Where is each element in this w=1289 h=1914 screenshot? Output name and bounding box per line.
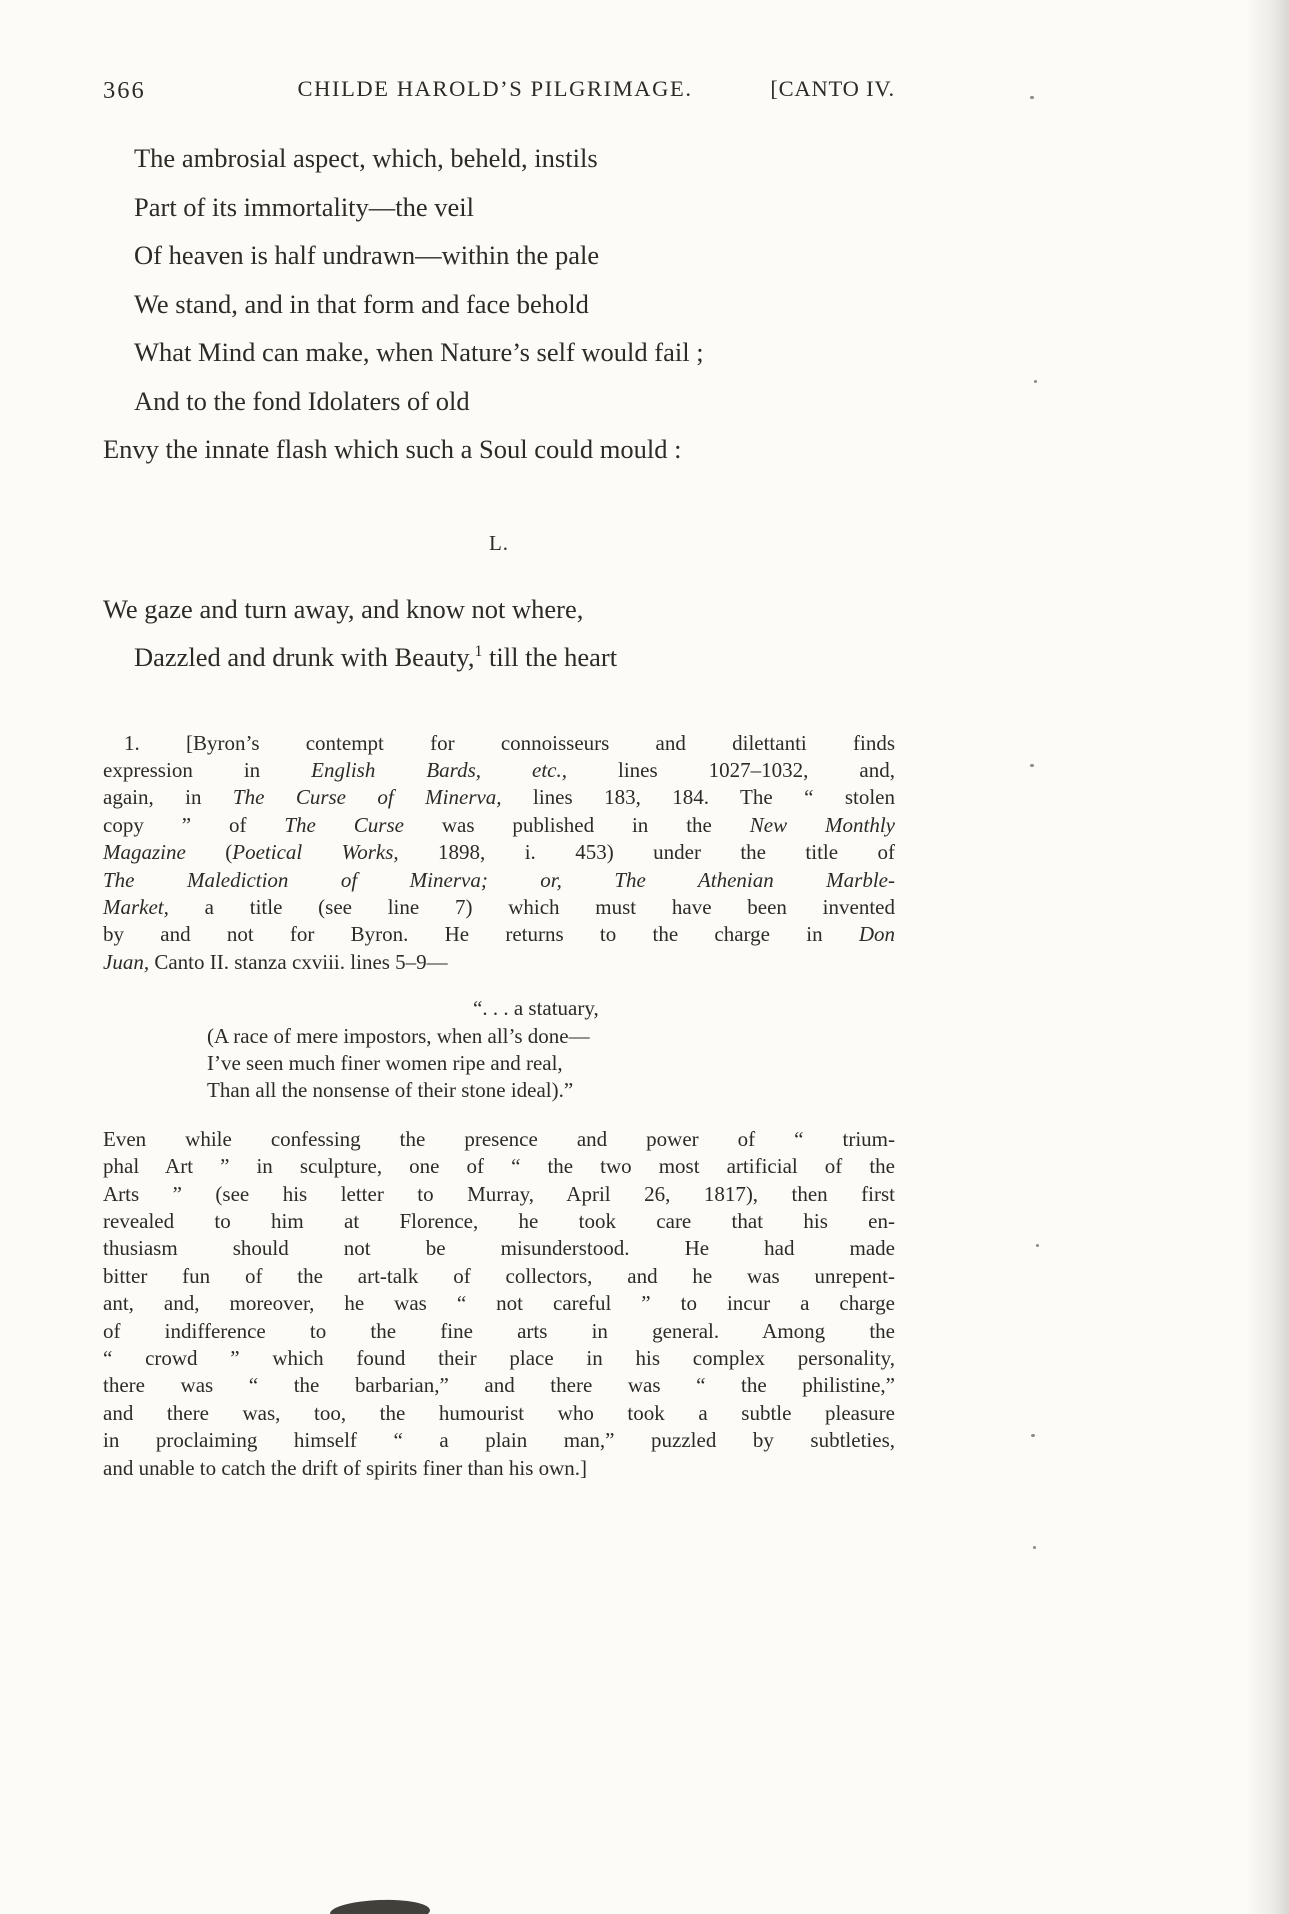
ink-speck <box>1034 380 1037 383</box>
poem-line: And to the fond Idolaters of old <box>134 385 470 416</box>
ink-speck <box>1030 764 1034 767</box>
text-line: bitter fun of the art-talk of collectors, and he was unrepent- <box>103 1263 895 1288</box>
text-line: (A race of mere impostors, when all’s done— <box>207 1023 590 1048</box>
footnote-paragraph-1 <box>103 730 895 977</box>
text-line: and there was, too, the humourist who took a subtle pleasure <box>103 1400 895 1425</box>
page-header <box>103 76 895 108</box>
scan-smudge <box>330 1898 431 1914</box>
text-line: “. . . a statuary, <box>473 996 599 1021</box>
ink-speck <box>1036 1244 1039 1247</box>
ink-speck <box>1033 1546 1036 1549</box>
text-line: in proclaiming himself “ a plain man,” puzzled by subtleties, <box>103 1428 895 1453</box>
poem-line: What Mind can make, when Nature’s self would fail ; <box>134 337 704 367</box>
poem-line: Part of its immortality—the veil <box>134 191 475 222</box>
ink-speck <box>1030 96 1034 99</box>
stanza-l-label: L. <box>488 530 510 555</box>
poem-line: Of heaven is half undrawn—within the pale <box>134 240 600 270</box>
poem-line: Envy the innate flash which such a Soul could mould : <box>103 434 682 464</box>
text-line: and unable to catch the drift of spirits finer than his own.] <box>103 1455 588 1480</box>
poem-line: Dazzled and drunk with Beauty,$^1$ till the heart <box>134 642 618 672</box>
text-line: Magazine (Poetical Works, 1898, i. 453) under the title of <box>103 840 895 865</box>
text-line: by and not for Byron. He returns to the charge in Don <box>103 922 895 947</box>
text-line: I’ve seen much finer women ripe and real, <box>207 1050 563 1075</box>
poem-line: The ambrosial aspect, which, beheld, instils <box>134 143 598 173</box>
poem-line: We gaze and turn away, and know not where, <box>103 593 584 624</box>
footnote-paragraph-2 <box>103 1126 895 1482</box>
text-line: Juan, Canto II. stanza cxviii. lines 5–9— <box>103 949 448 974</box>
text-line: thusiasm should not be misunderstood. He had made <box>103 1236 895 1261</box>
text-line: 1. [Byron’s contempt for connoisseurs and dilettanti finds <box>124 730 895 755</box>
page-edge-shadow <box>1245 0 1289 1914</box>
text-line: Even while confessing the presence and power of “ trium- <box>103 1126 895 1151</box>
text-line: Market, a title (see line 7) which must have been invented <box>103 894 895 919</box>
footnote <box>103 730 895 1483</box>
text-line: of indifference to the fine arts in general. Among the <box>103 1318 895 1343</box>
stanza-xlix <box>103 134 895 474</box>
text-line: The Malediction of Minerva; or, The Athenian Marble- <box>103 867 895 892</box>
text-line: there was “ the barbarian,” and there was “ the philistine,” <box>103 1373 895 1398</box>
text-line: again, in The Curse of Minerva, lines 183, 184. The “ stolen <box>103 785 895 810</box>
footnote-verse-quote <box>207 995 895 1105</box>
text-line: revealed to him at Florence, he took care that his en- <box>103 1209 895 1233</box>
page-number: 366 <box>103 77 146 104</box>
ink-speck <box>1031 1434 1035 1437</box>
stanza-l <box>103 585 895 682</box>
text-line: Than all the nonsense of their stone ideal).” <box>207 1078 574 1103</box>
poem-line: We stand, and in that form and face behold <box>134 288 589 319</box>
canto-label: [CANTO IV. <box>770 76 895 101</box>
text-line: expression in English Bards, etc., lines 1027–1032, and, <box>103 757 895 782</box>
text-line: copy ” of The Curse was published in the New Monthly <box>103 812 895 837</box>
text-line: phal Art ” in sculpture, one of “ the two most artificial of the <box>103 1154 895 1179</box>
page-content <box>103 0 895 1482</box>
text-line: Arts ” (see his letter to Murray, April 26, 1817), then first <box>103 1181 895 1206</box>
text-line: “ crowd ” which found their place in his complex personality, <box>103 1346 895 1371</box>
text-line: ant, and, moreover, he was “ not careful ” to incur a charge <box>103 1291 895 1316</box>
running-title: CHILDE HAROLD’S PILGRIMAGE. <box>297 76 693 101</box>
